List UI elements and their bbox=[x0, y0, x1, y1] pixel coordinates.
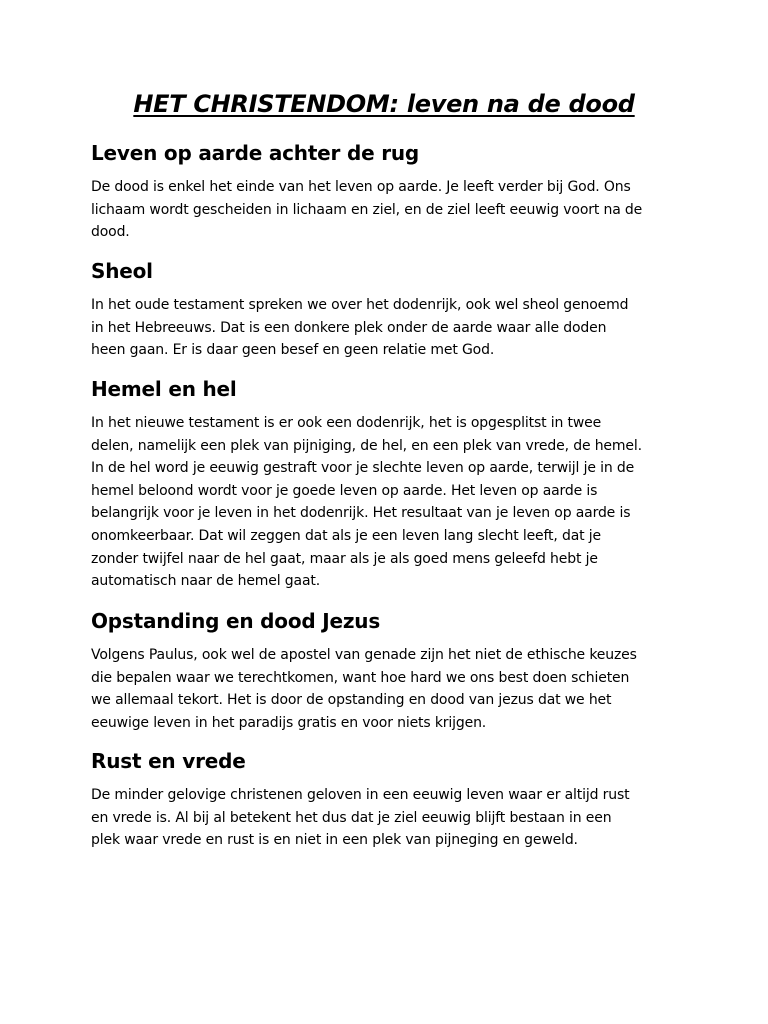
section-heading: Sheol bbox=[91, 259, 153, 283]
document-title: HET CHRISTENDOM: leven na de dood bbox=[133, 90, 635, 118]
section-heading: Hemel en hel bbox=[91, 377, 237, 401]
section-heading: Rust en vrede bbox=[91, 749, 246, 773]
section-sheol bbox=[91, 256, 691, 362]
section-body: De minder gelovige christenen geloven in een eeuwig leven waar er altijd rust en vrede is. Al bij al betekent het dus dat je ziel eeuwig blijft bestaan in een plek waar vrede en rust is en niet in een plek van pijneging en geweld. bbox=[91, 787, 630, 849]
section-body: De dood is enkel het einde van het leven op aarde. Je leeft verder bij God. Ons lichaam wordt gescheiden in lichaam en ziel, en de ziel leeft eeuwig voort na de dood. bbox=[91, 179, 643, 241]
section-body: In het nieuwe testament is er ook een dodenrijk, het is opgesplitst in twee delen, namelijk een plek van pijniging, de hel, en een plek van vrede, de hemel. In de hel word je eeuwig gestraft voor je slechte leven op aarde, terwijl je in de hemel beloond wordt voor je goede leven op aarde. Het leven op aarde is belangrijk voor je leven in het dodenrijk. Het resultaat van je leven op aarde is onomkeerbaar. Dat wil zeggen dat als je een leven lang slecht leeft, dat je zonder twijfel naar de hel gaat, maar als je als goed mens geleefd hebt je automatisch naar de hemel gaat. bbox=[91, 415, 642, 590]
section-body: Volgens Paulus, ook wel de apostel van genade zijn het niet de ethische keuzes die bepalen waar we terechtkomen, want hoe hard we ons best doen schieten we allemaal tekort. Het is door de opstanding en dood van jezus dat we het eeuwige leven in het paradijs gratis en voor niets krijgen. bbox=[91, 647, 637, 731]
section-heading: Opstanding en dood Jezus bbox=[91, 609, 381, 633]
section-body: In het oude testament spreken we over het dodenrijk, ook wel sheol genoemd in het Hebreeuws. Dat is een donkere plek onder de aarde waar alle doden heen gaan. Er is daar geen besef en geen relatie met God. bbox=[91, 297, 629, 359]
section-rust-en-vrede bbox=[91, 746, 691, 852]
section-opstanding-en-dood-jezus bbox=[91, 606, 691, 734]
section-leven-op-aarde bbox=[91, 138, 691, 244]
section-hemel-en-hel bbox=[91, 374, 691, 593]
section-heading: Leven op aarde achter de rug bbox=[91, 141, 420, 165]
